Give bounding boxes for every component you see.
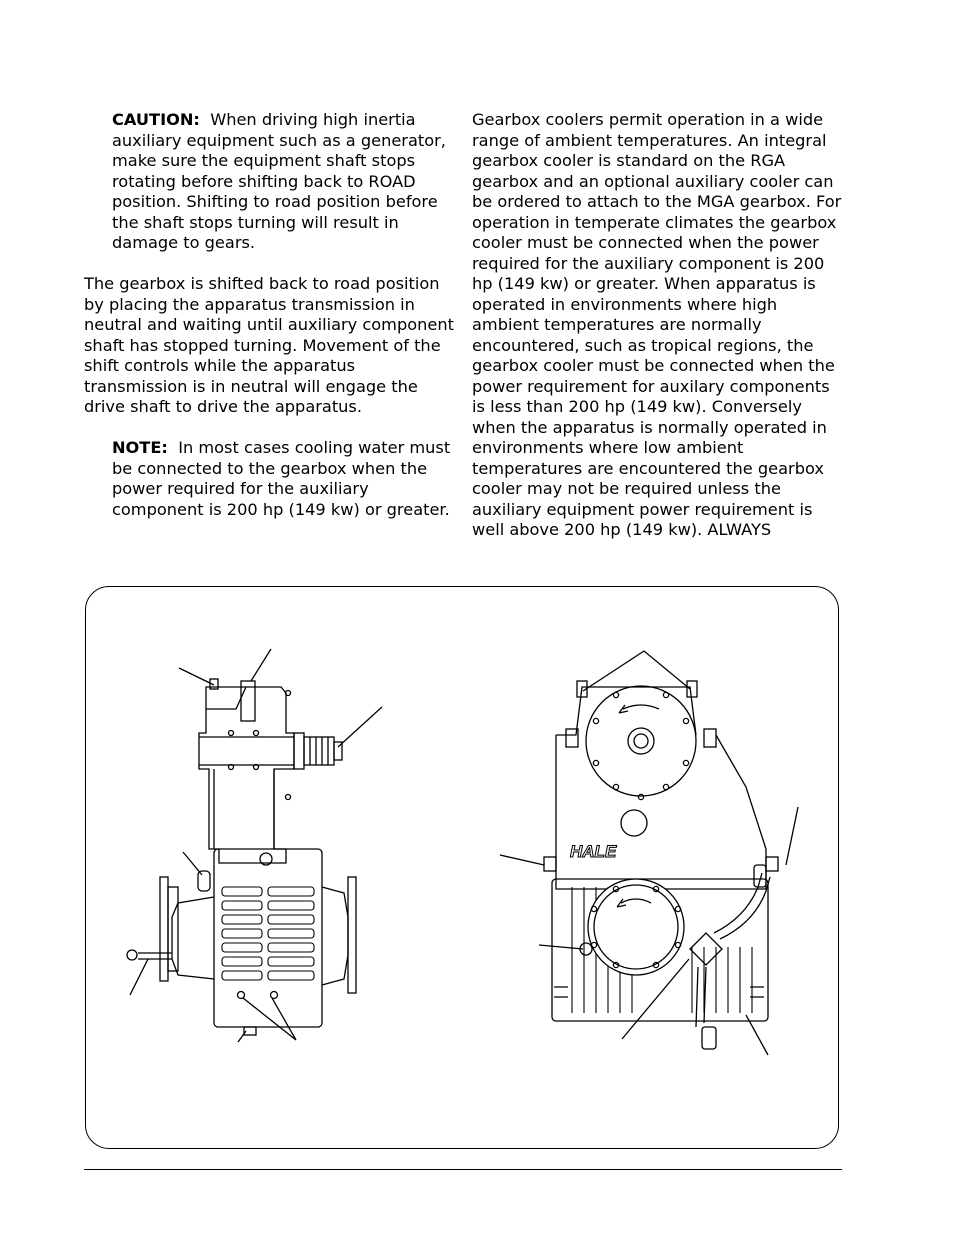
leader-line (179, 668, 214, 685)
leader-line (130, 959, 148, 995)
shift-back-paragraph: The gearbox is shifted back to road position by placing the apparatus transmission in neutral and waiting until auxiliary component shaft has stopped turning. Movement of the shift controls while the apparatus transmission is in neutral will engage the drive shaft to drive the apparatus. (84, 274, 454, 416)
caution-text: When driving high inertia auxiliary equipment such as a generator, make sure the equipment shaft stops rotating before shifting back to ROAD position. Shifting to road position before the shaft stops turning will result in damage to gears. (112, 110, 446, 252)
end-view-gearbox (500, 651, 798, 1055)
leader-line (539, 945, 583, 949)
note-text: In most cases cooling water must be connected to the gearbox when the power required for the auxiliary component is 200 hp (149 kw) or greater. (112, 438, 451, 519)
caution-block (112, 110, 459, 254)
right-text-column (472, 110, 846, 541)
gearbox-illustration (86, 587, 840, 1150)
figure-frame (85, 586, 839, 1149)
note-block (112, 438, 459, 520)
note-label: NOTE: (112, 438, 168, 457)
leader-line (583, 651, 690, 691)
leader-line (238, 1031, 246, 1042)
left-text-column (84, 110, 459, 520)
side-view-gearbox (127, 649, 382, 1150)
leader-line (251, 649, 271, 681)
leader-line (786, 807, 798, 865)
footer-rule (84, 1169, 842, 1170)
caution-label: CAUTION: (112, 110, 200, 129)
leader-line (338, 707, 382, 747)
cooler-paragraph: Gearbox coolers permit operation in a wide range of ambient temperatures. An integral gearbox cooler is standard on the RGA gearbox and an optional auxiliary cooler can be ordered to attach to the MGA gearbox. For operation in temperate climates the gearbox cooler must be connected when the power required for the auxiliary component is 200 hp (149 kw) or greater. When apparatus is operated in environments where high ambient temperatures are normally encountered, such as tropical regions, the gearbox cooler must be connected when the power requirement for auxilary components is less than 200 hp (149 kw). Conversely when the apparatus is normally operated in environments where low ambient temperatures are encountered the gearbox cooler may not be required unless the auxiliary equipment power requirement is well above 200 hp (149 kw). ALWAYS (472, 110, 842, 539)
hale-logo: HALE (570, 842, 617, 861)
leader-line (500, 855, 544, 865)
leader-line (183, 852, 202, 875)
leader-line (243, 998, 296, 1040)
